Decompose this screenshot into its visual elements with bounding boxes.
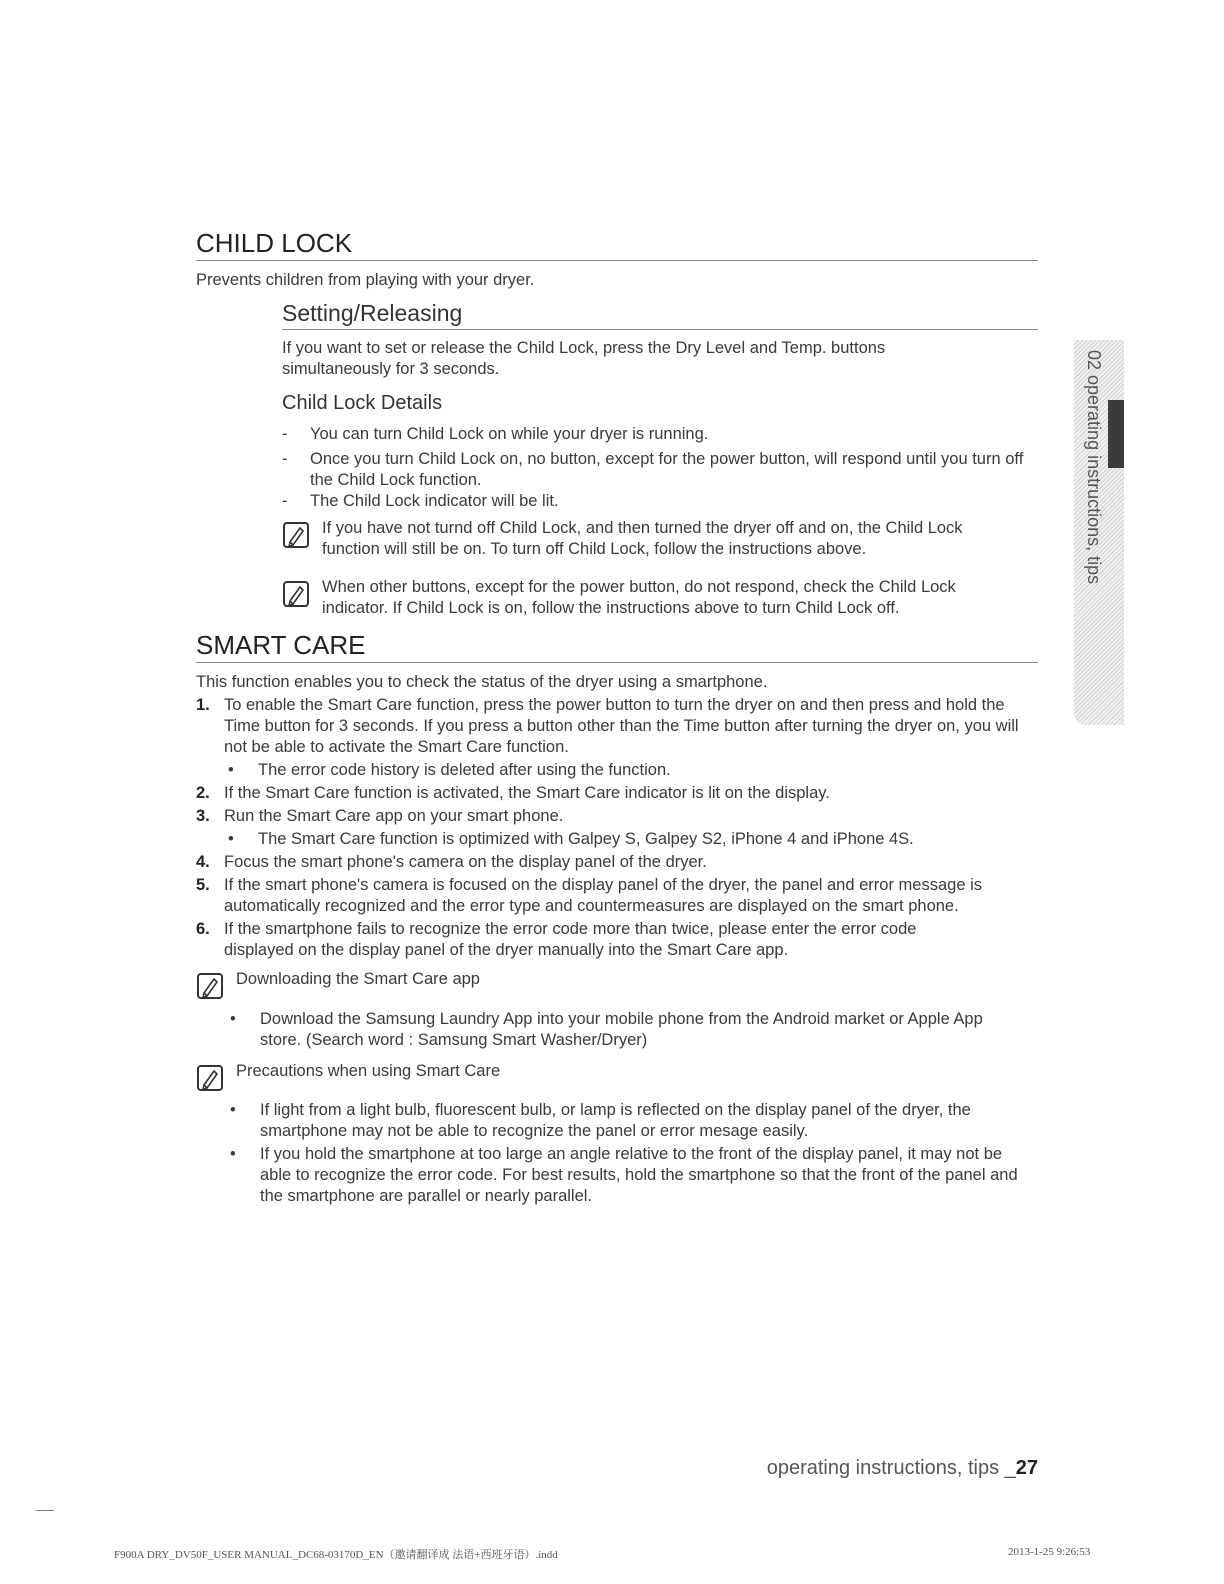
list-item: - The Child Lock indicator will be lit. — [282, 492, 559, 510]
footer-section: operating instructions, tips _ — [766, 1457, 1016, 1479]
chapter-tab-label: 02 operating instructions, tips — [1084, 350, 1104, 585]
list-item: - You can turn Child Lock on while your dryer is running. — [282, 425, 709, 443]
list-item: 6. If the smartphone fails to recognize the error code more than twice, please enter the error code displayed on the display panel of the dryer manually into the Smart Care app. — [196, 920, 917, 959]
child-lock-details-list — [282, 424, 1032, 512]
list-item: - Once you turn Child Lock on, no button, except for the power button, will respond until you turn off the Child Lock function. — [282, 450, 1024, 489]
page-footer — [767, 1457, 1038, 1480]
smart-care-intro: This function enables you to check the status of the dryer using a smartphone. — [196, 673, 768, 691]
sub-bullet: • The error code history is deleted after using the function. — [228, 761, 671, 779]
precautions-list — [226, 1100, 1036, 1207]
setting-releasing-text: If you want to set or release the Child Lock, press the Dry Level and Temp. buttons simultaneously for 3 seconds. — [282, 339, 886, 378]
smart-care-steps — [196, 695, 1041, 961]
page-number: 27 — [1015, 1457, 1038, 1479]
list-item: • Download the Samsung Laundry App into your mobile phone from the Android market or Apple App store. (Search word : Samsung Smart Washer/Dryer) — [230, 1010, 983, 1049]
list-item: 3. Run the Smart Care app on your smart phone. • The Smart Care function is optimized with Galpey S, Galpey S2, iPhone 4 and iPhone 4S. — [196, 806, 1041, 850]
list-item: 1. To enable the Smart Care function, press the power button to turn the dryer on and then press and hold the Time button for 3 seconds. If you press a button other than the Time button after turning the dryer on, you will not be able to activate the Smart Care function. • The error code history is deleted after using the function. — [196, 695, 1041, 781]
child-lock-heading: CHILD LOCK — [196, 228, 1038, 261]
chapter-tab-marker — [1108, 400, 1124, 468]
print-file-info: F900A DRY_DV50F_USER MANUAL_DC68-03170D_EN（邀请翻译成 法语+西班牙语）.indd — [114, 1549, 558, 1561]
download-list — [226, 1009, 1016, 1051]
list-item: • If you hold the smartphone at too large an angle relative to the front of the display panel, it may not be able to recognize the error code. For best results, hold the smartphone so that the front of the panel and the smartphone are parallel or nearly parallel. — [230, 1145, 1018, 1205]
setting-releasing-heading: Setting/Releasing — [282, 299, 1038, 330]
list-item: 4. Focus the smart phone's camera on the display panel of the dryer. — [196, 853, 707, 871]
sub-bullet: • The Smart Care function is optimized with Galpey S, Galpey S2, iPhone 4 and iPhone 4S. — [228, 830, 914, 848]
list-item: 5. If the smart phone's camera is focused on the display panel of the dryer, the panel and error message is automatically recognized and the error type and countermeasures are displayed on the smart phone. — [196, 876, 982, 915]
child-lock-details-heading: Child Lock Details — [282, 392, 443, 414]
child-lock-intro: Prevents children from playing with your dryer. — [196, 271, 535, 289]
crop-mark — [36, 1510, 54, 1511]
note-icon — [282, 579, 310, 609]
note-icon — [282, 520, 310, 550]
smart-care-heading: SMART CARE — [196, 630, 1038, 663]
list-item: 2. If the Smart Care function is activated, the Smart Care indicator is lit on the display. — [196, 784, 830, 802]
print-date-info: 2013-1-25 9:26:53 — [1008, 1546, 1091, 1558]
list-item: • If light from a light bulb, fluorescent bulb, or lamp is reflected on the display panel of the dryer, the smartphone may not be able to recognize the panel or error mesage easily. — [230, 1101, 971, 1140]
note-icon — [196, 971, 224, 1001]
note-icon — [196, 1063, 224, 1093]
